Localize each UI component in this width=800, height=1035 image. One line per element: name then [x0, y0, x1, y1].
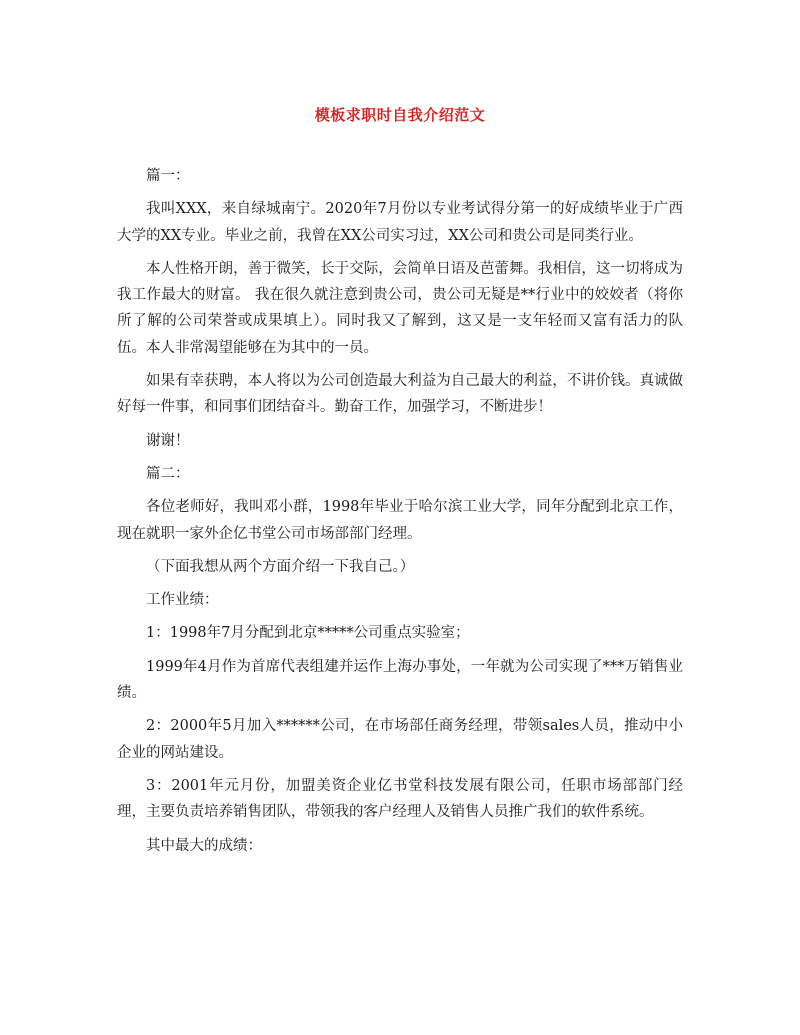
paragraph: 2：2000年5月加入******公司，在市场部任商务经理，带领sales人员，推动中小企业的网站建设。 [117, 718, 683, 761]
document-body [117, 163, 683, 866]
paragraph: 3：2001年元月份，加盟美资企业亿书堂科技发展有限公司，任职市场部部门经理，主要负责培养销售团队，带领我的客户经理人及销售人员推广我们的软件系统。 [117, 777, 683, 821]
document-title: 模板求职时自我介绍范文 [314, 106, 486, 124]
paragraph: 各位老师好，我叫邓小群，1998年毕业于哈尔滨工业大学，同年分配到北京工作，现在就职一家外企亿书堂公司市场部部门经理。 [117, 499, 683, 542]
paragraph: 谢谢！ [146, 432, 190, 449]
paragraph: 其中最大的成绩： [146, 837, 262, 854]
paragraph: 本人性格开朗，善于微笑，长于交际，会简单日语及芭蕾舞。我相信，这一切将成为我工作最大的财富。 我在很久就注意到贵公司，贵公司无疑是**行业中的姣姣者（将你所了解的公司荣誉或成果填上）。同时我又了解到，这又是一支年轻而又富有活力的队伍。本人非常渴望能够在为其中的一员。 [117, 260, 683, 356]
paragraph: 篇一： [146, 168, 190, 184]
paragraph: 1：1998年7月分配到北京*****公司重点实验室； [146, 625, 470, 642]
paragraph: 工作业绩： [146, 592, 219, 609]
paragraph: 我叫XXX，来自绿城南宁。2020年7月份以专业考试得分第一的好成绩毕业于广西大学的XX专业。毕业之前，我曾在XX公司实习过，XX公司和贵公司是同类行业。 [117, 201, 683, 244]
paragraph: （下面我想从两个方面介绍一下我自己。） [146, 558, 415, 575]
paragraph: 1999年4月作为首席代表组建并运作上海办事处，一年就为公司实现了***万销售业绩。 [117, 658, 683, 702]
paragraph: 如果有幸获聘，本人将以为公司创造最大利益为自己最大的利益，不讲价钱。真诚做好每一件事，和同事们团结奋斗。勤奋工作，加强学习，不断进步！ [117, 373, 683, 416]
paragraph: 篇二： [146, 465, 190, 482]
